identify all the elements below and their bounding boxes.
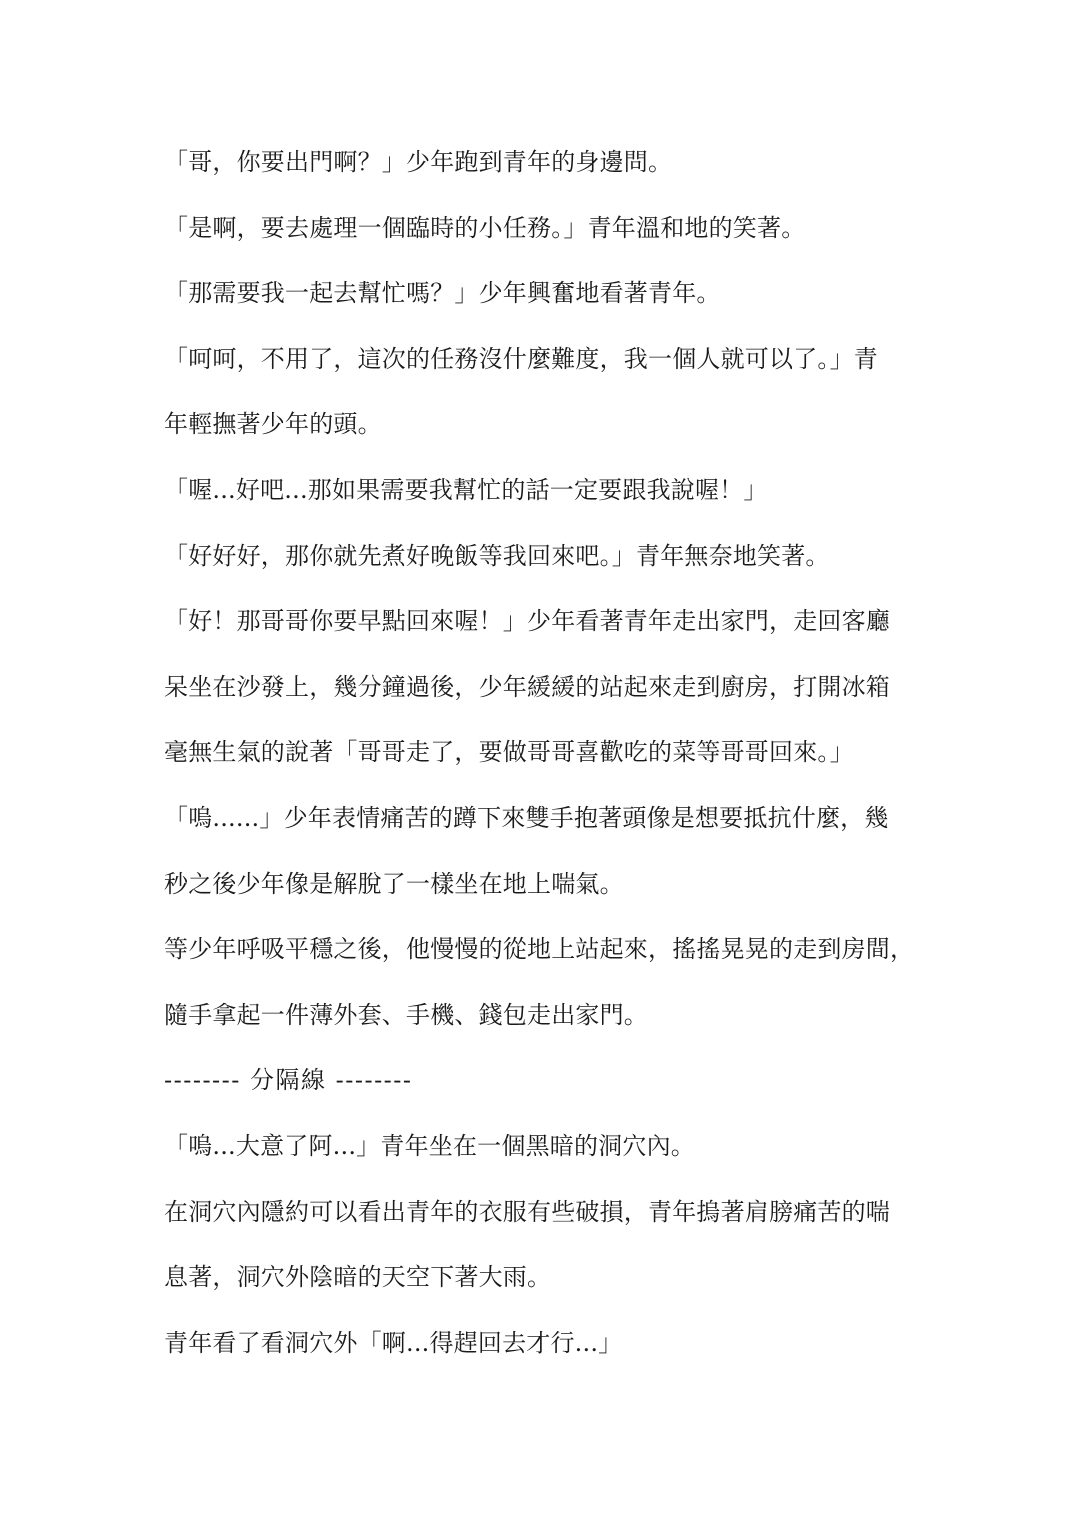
text-line: 毫無生氣的說著「哥哥走了，要做哥哥喜歡吃的菜等哥哥回來。」 [164, 738, 854, 767]
text-line: 秒之後少年像是解脫了一樣坐在地上喘氣。 [164, 869, 624, 898]
text-line: 年輕撫著少年的頭。 [164, 410, 382, 439]
text-line: 等少年呼吸平穩之後，他慢慢的從地上站起來，搖搖晃晃的走到房間， [164, 935, 915, 964]
text-line: 呆坐在沙發上，幾分鐘過後，少年緩緩的站起來走到廚房，打開冰箱 [164, 672, 890, 701]
text-line: 「那需要我一起去幫忙嗎？」少年興奮地看著青年。 [164, 279, 721, 308]
text-line: 「呵呵，不用了，這次的任務沒什麼難度，我一個人就可以了。」青 [164, 344, 878, 373]
text-line: 在洞穴內隱約可以看出青年的衣服有些破損，青年摀著肩膀痛苦的喘 [164, 1197, 890, 1226]
text-line: 「嗚...大意了阿...」青年坐在一個黑暗的洞穴內。 [164, 1131, 695, 1160]
text-line: 「喔...好吧...那如果需要我幫忙的話一定要跟我說喔！」 [164, 475, 768, 504]
text-line: 隨手拿起一件薄外套、手機、錢包走出家門。 [164, 1000, 648, 1029]
text-line: 息著，洞穴外陰暗的天空下著大雨。 [164, 1263, 552, 1292]
text-line: 「嗚......」少年表情痛苦的蹲下來雙手抱著頭像是想要抵抗什麼，幾 [164, 803, 889, 832]
story-text [164, 140, 934, 1386]
text-line: 「好！那哥哥你要早點回來喔！」少年看著青年走出家門，走回客廳 [164, 607, 890, 636]
text-line: 「哥，你要出門啊？」少年跑到青年的身邊問。 [164, 148, 673, 176]
section-divider: -------- 分隔線 -------- [164, 1066, 413, 1095]
text-line: 「好好好，那你就先煮好晚飯等我回來吧。」青年無奈地笑著。 [164, 541, 830, 570]
text-line: 「是啊，要去處理一個臨時的小任務。」青年溫和地的笑著。 [164, 213, 806, 242]
text-line: 青年看了看洞穴外「啊...得趕回去才行...」 [164, 1328, 623, 1357]
